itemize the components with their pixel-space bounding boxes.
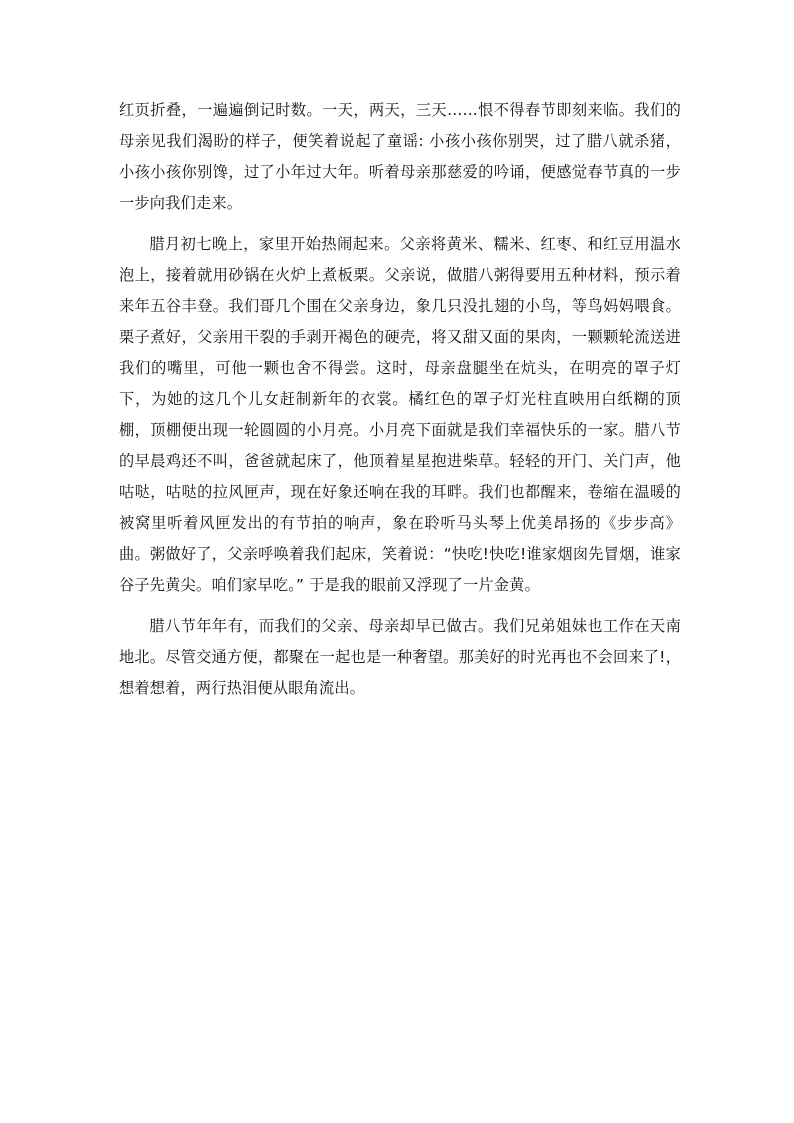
paragraph-2: 腊月初七晚上，家里开始热闹起来。父亲将黄米、糯米、红枣、和红豆用温水泡上，接着就用砂锅在火炉上煮板栗。父亲说，做腊八粥得要用五种材料，预示着来年五谷丰登。我们哥几个围在父亲身边，象几只没扎翅的小鸟，等鸟妈妈喂食。栗子煮好，父亲用干裂的手剥开褐色的硬壳，将又甜又面的果肉，一颗颗轮流送进我们的嘴里，可他一颗也舍不得尝。这时，母亲盘腿坐在炕头，在明亮的罩子灯下，为她的这几个儿女赶制新年的衣裳。橘红色的罩子灯光柱直映用白纸糊的顶棚，顶棚便出现一轮圆圆的小月亮。小月亮下面就是我们幸福快乐的一家。腊八节的早晨鸡还不叫，爸爸就起床了，他顶着星星抱进柴草。轻轻的开门、关门声，他咕哒，咕哒的拉风匣声，现在好象还响在我的耳畔。我们也都醒来，卷缩在温暖的被窝里听着风匣发出的有节拍的响声，象在聆听马头琴上优美昂扬的《步步高》曲。粥做好了，父亲呼唤着我们起床，笑着说：“快吃!快吃!谁家烟囱先冒烟，谁家谷子先黄尖。咱们家早吃。” 于是我的眼前又浮现了一片金黄。 [119,235,681,594]
paragraph-3: 腊八节年年有，而我们的父亲、母亲却早已做古。我们兄弟姐妹也工作在天南地北。尽管交通方便，都聚在一起也是一种奢望。那美好的时光再也不会回来了!，想着想着，两行热泪便从眼角流出。 [119,617,681,697]
paragraph-1: 红页折叠，一遍遍倒记时数。一天，两天，三天……恨不得春节即刻来临。我们的母亲见我们渴盼的样子，便笑着说起了童谣: 小孩小孩你别哭，过了腊八就杀猪，小孩小孩你别馋，过了小年过大年。听着母亲那慈爱的吟诵，便感觉春节真的一步一步向我们走来。 [119,101,681,212]
document-body [119,95,681,704]
